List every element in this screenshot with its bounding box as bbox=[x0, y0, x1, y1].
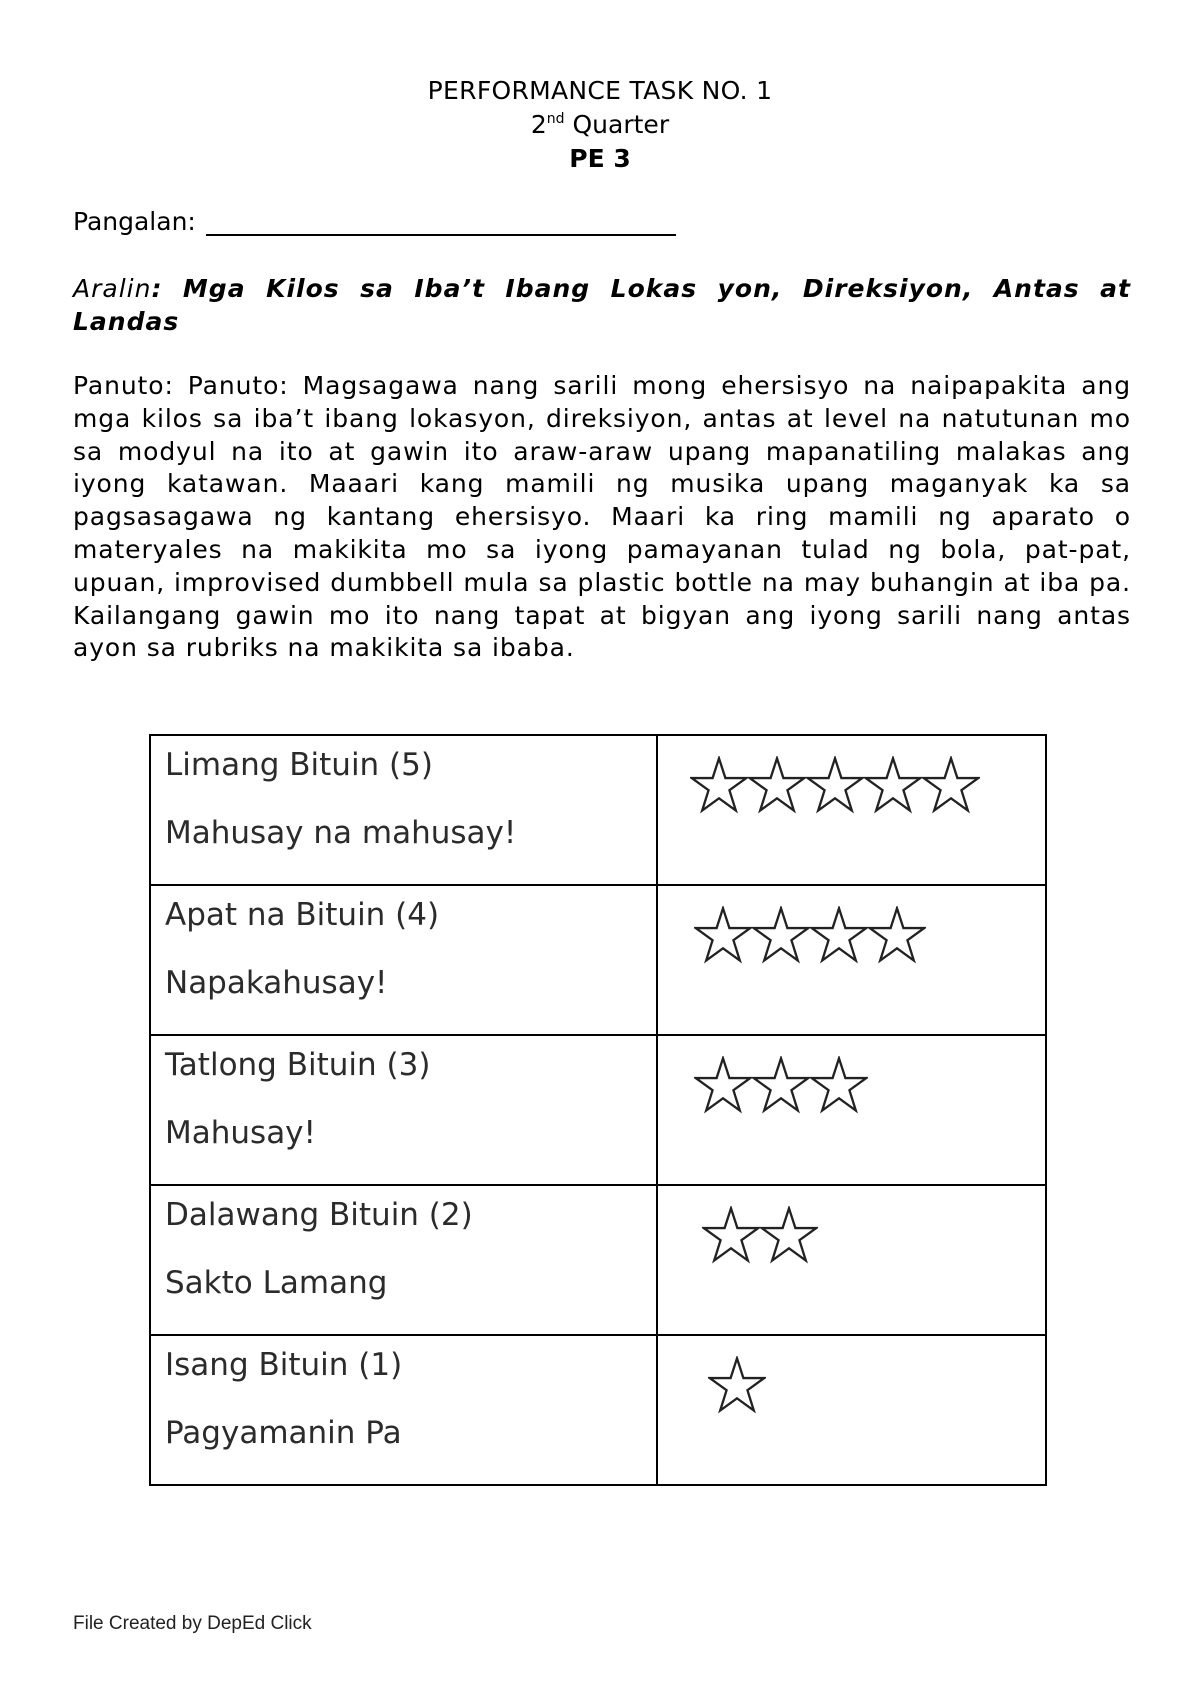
star-outline-icon bbox=[760, 1206, 818, 1264]
rating-label: Tatlong Bituin (3) bbox=[165, 1047, 431, 1083]
name-field-row bbox=[73, 206, 676, 236]
rubric-stars-cell bbox=[657, 1035, 1046, 1185]
star-outline-icon bbox=[810, 1056, 868, 1114]
rating-description: Mahusay na mahusay! bbox=[165, 815, 517, 851]
rubric-stars-cell bbox=[657, 885, 1046, 1035]
name-blank-line[interactable] bbox=[206, 206, 676, 236]
quarter-word: Quarter bbox=[564, 110, 670, 139]
star-outline-icon bbox=[806, 756, 864, 814]
subject-title: PE 3 bbox=[569, 144, 631, 173]
document-header bbox=[0, 74, 1200, 176]
quarter-line bbox=[0, 108, 1200, 142]
star-outline-icon bbox=[864, 756, 922, 814]
instructions-paragraph: Panuto: Panuto: Magsagawa nang sarili mong ehersisyo na naipapakita ang mga kilos sa iba’t ibang lokasyon, direksiyon, antas at level na natutunan mo sa modyul na ito at gawin ito araw-araw upang mapanatiling malakas ang iyong katawan. Maaari kang mamili ng musika upang maganyak ka sa pagsasagawa ng kantang ehersisyo. Maari ka ring mamili ng aparato o materyales na makikita mo sa iyong pamayanan tulad ng bola, pat-pat, upuan, improvised dumbbell mula sa plastic bottle na may buhangin at iba pa. Kailangang gawin mo ito nang tapat at bigyan ang iyong sarili nang antas ayon sa rubriks na makikita sa ibaba. bbox=[73, 371, 1131, 663]
quarter-number: 2 bbox=[530, 110, 547, 139]
star-outline-icon bbox=[922, 756, 980, 814]
task-title: PERFORMANCE TASK NO. 1 bbox=[427, 76, 773, 105]
star-outline-icon bbox=[708, 1356, 766, 1414]
star-outline-icon bbox=[702, 1206, 760, 1264]
star-rating bbox=[702, 1206, 818, 1264]
star-outline-icon bbox=[748, 756, 806, 814]
rubric-label-cell bbox=[150, 1035, 657, 1185]
rubric-row bbox=[150, 735, 1046, 885]
rating-description: Pagyamanin Pa bbox=[165, 1415, 402, 1451]
rubric-row bbox=[150, 885, 1046, 1035]
rating-label: Limang Bituin (5) bbox=[165, 747, 433, 783]
star-outline-icon bbox=[690, 756, 748, 814]
rubric-row bbox=[150, 1335, 1046, 1485]
name-label: Pangalan: bbox=[73, 207, 196, 236]
rubric-stars-cell bbox=[657, 1335, 1046, 1485]
lesson-topic: : Mga Kilos sa Iba’t Ibang Lokas yon, Direksiyon, Antas at Landas bbox=[73, 274, 1131, 336]
star-outline-icon bbox=[694, 1056, 752, 1114]
lesson-heading bbox=[73, 272, 1131, 338]
rubric-table bbox=[149, 734, 1047, 1486]
star-outline-icon bbox=[752, 906, 810, 964]
rubric-row bbox=[150, 1185, 1046, 1335]
rating-description: Napakahusay! bbox=[165, 965, 388, 1001]
star-outline-icon bbox=[810, 906, 868, 964]
rating-label: Apat na Bituin (4) bbox=[165, 897, 440, 933]
star-rating bbox=[690, 756, 980, 814]
star-outline-icon bbox=[868, 906, 926, 964]
star-rating bbox=[694, 906, 926, 964]
star-outline-icon bbox=[752, 1056, 810, 1114]
star-rating bbox=[708, 1356, 766, 1414]
footer-credit: File Created by DepEd Click bbox=[73, 1613, 312, 1634]
rubric-label-cell bbox=[150, 885, 657, 1035]
rating-description: Mahusay! bbox=[165, 1115, 316, 1151]
rubric-label-cell bbox=[150, 1185, 657, 1335]
rubric-row bbox=[150, 1035, 1046, 1185]
quarter-suffix: nd bbox=[546, 111, 565, 127]
star-rating bbox=[694, 1056, 868, 1114]
rubric-stars-cell bbox=[657, 1185, 1046, 1335]
rating-label: Dalawang Bituin (2) bbox=[165, 1197, 473, 1233]
rating-description: Sakto Lamang bbox=[165, 1265, 388, 1301]
rating-label: Isang Bituin (1) bbox=[165, 1347, 403, 1383]
rubric-stars-cell bbox=[657, 735, 1046, 885]
lesson-label: Aralin bbox=[73, 274, 152, 303]
rubric-label-cell bbox=[150, 1335, 657, 1485]
rubric-label-cell bbox=[150, 735, 657, 885]
star-outline-icon bbox=[694, 906, 752, 964]
